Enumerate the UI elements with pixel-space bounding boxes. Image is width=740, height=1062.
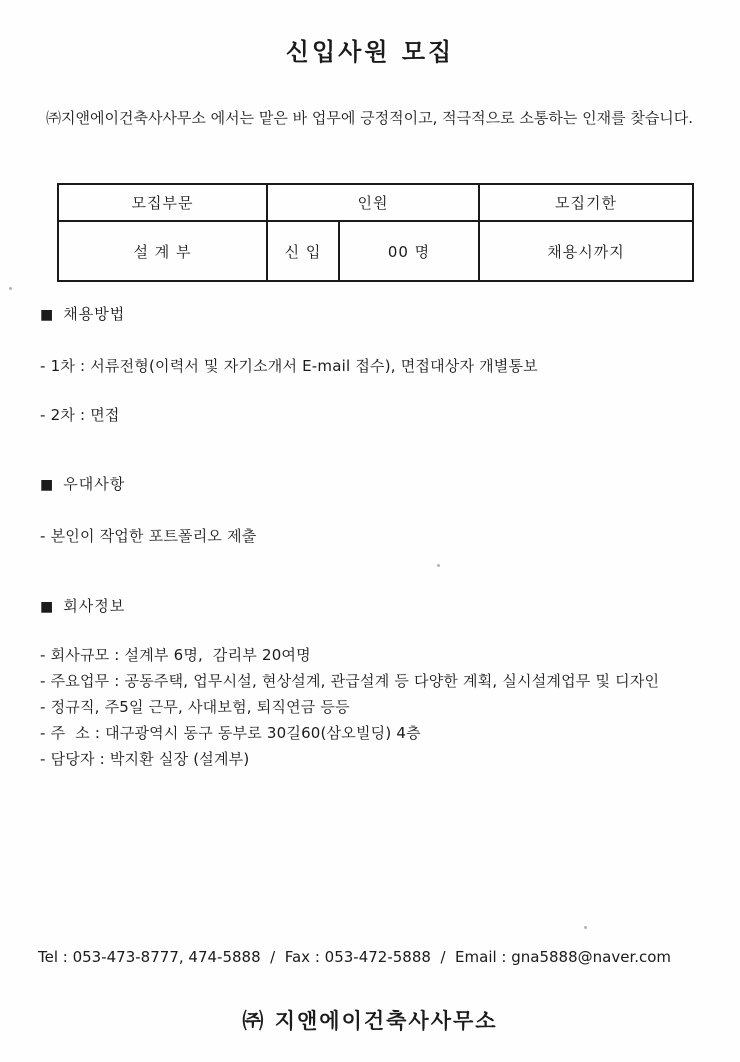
square-bullet-icon: ■	[40, 307, 55, 323]
cell-deadline: 채용시까지	[479, 221, 693, 281]
list-item: - 2차 : 면접	[40, 406, 120, 424]
intro-paragraph: ㈜지앤에이건축사사무소 에서는 맡은 바 업무에 긍정적이고, 적극적으로 소통하는 인재를 찾습니다.	[46, 109, 694, 127]
cell-department: 설 계 부	[58, 221, 267, 281]
table-header-row	[58, 184, 693, 221]
list-item: - 회사규모 : 설계부 6명, 감리부 20여명	[40, 646, 311, 664]
company-name: ㈜ 지앤에이건축사사무소	[242, 1009, 498, 1033]
list-item: - 담당자 : 박지환 실장 (설계부)	[40, 750, 250, 768]
recruitment-table	[57, 183, 694, 282]
col-header-deadline: 모집기한	[479, 184, 693, 221]
contact-line: Tel : 053-473-8777, 474-5888 / Fax : 053-472-5888 / Email : gna5888@naver.com	[38, 948, 672, 966]
list-item: - 주 소 : 대구광역시 동구 동부로 30길60(삼오빌딩) 4층	[40, 724, 421, 742]
section-heading-label: 우대사항	[63, 475, 126, 493]
list-item: - 본인이 작업한 포트폴리오 제출	[40, 527, 257, 545]
col-header-department: 모집부문	[58, 184, 267, 221]
square-bullet-icon: ■	[40, 477, 55, 493]
square-bullet-icon: ■	[40, 599, 55, 615]
scan-speck	[584, 926, 587, 929]
list-item: - 주요업무 : 공동주택, 업무시설, 현상설계, 관급설계 등 다양한 계획, 실시설계업무 및 디자인	[40, 672, 660, 690]
cell-headcount: 00 명	[339, 221, 479, 281]
table-row	[58, 221, 693, 281]
list-item: - 1차 : 서류전형(이력서 및 자기소개서 E-mail 접수), 면접대상자 개별통보	[40, 357, 538, 375]
col-header-headcount: 인원	[267, 184, 479, 221]
cell-grade: 신 입	[267, 221, 339, 281]
section-heading-label: 채용방법	[63, 305, 126, 323]
section-heading-label: 회사정보	[63, 597, 126, 615]
scan-speck	[437, 564, 440, 567]
list-item: - 정규직, 주5일 근무, 사대보험, 퇴직연금 등등	[40, 698, 350, 716]
section-heading-recruit-method	[40, 303, 125, 324]
section-heading-preferences	[40, 473, 125, 494]
section-heading-company-info	[40, 595, 125, 616]
scan-speck	[9, 287, 12, 290]
page-title: 신입사원 모집	[285, 38, 455, 66]
